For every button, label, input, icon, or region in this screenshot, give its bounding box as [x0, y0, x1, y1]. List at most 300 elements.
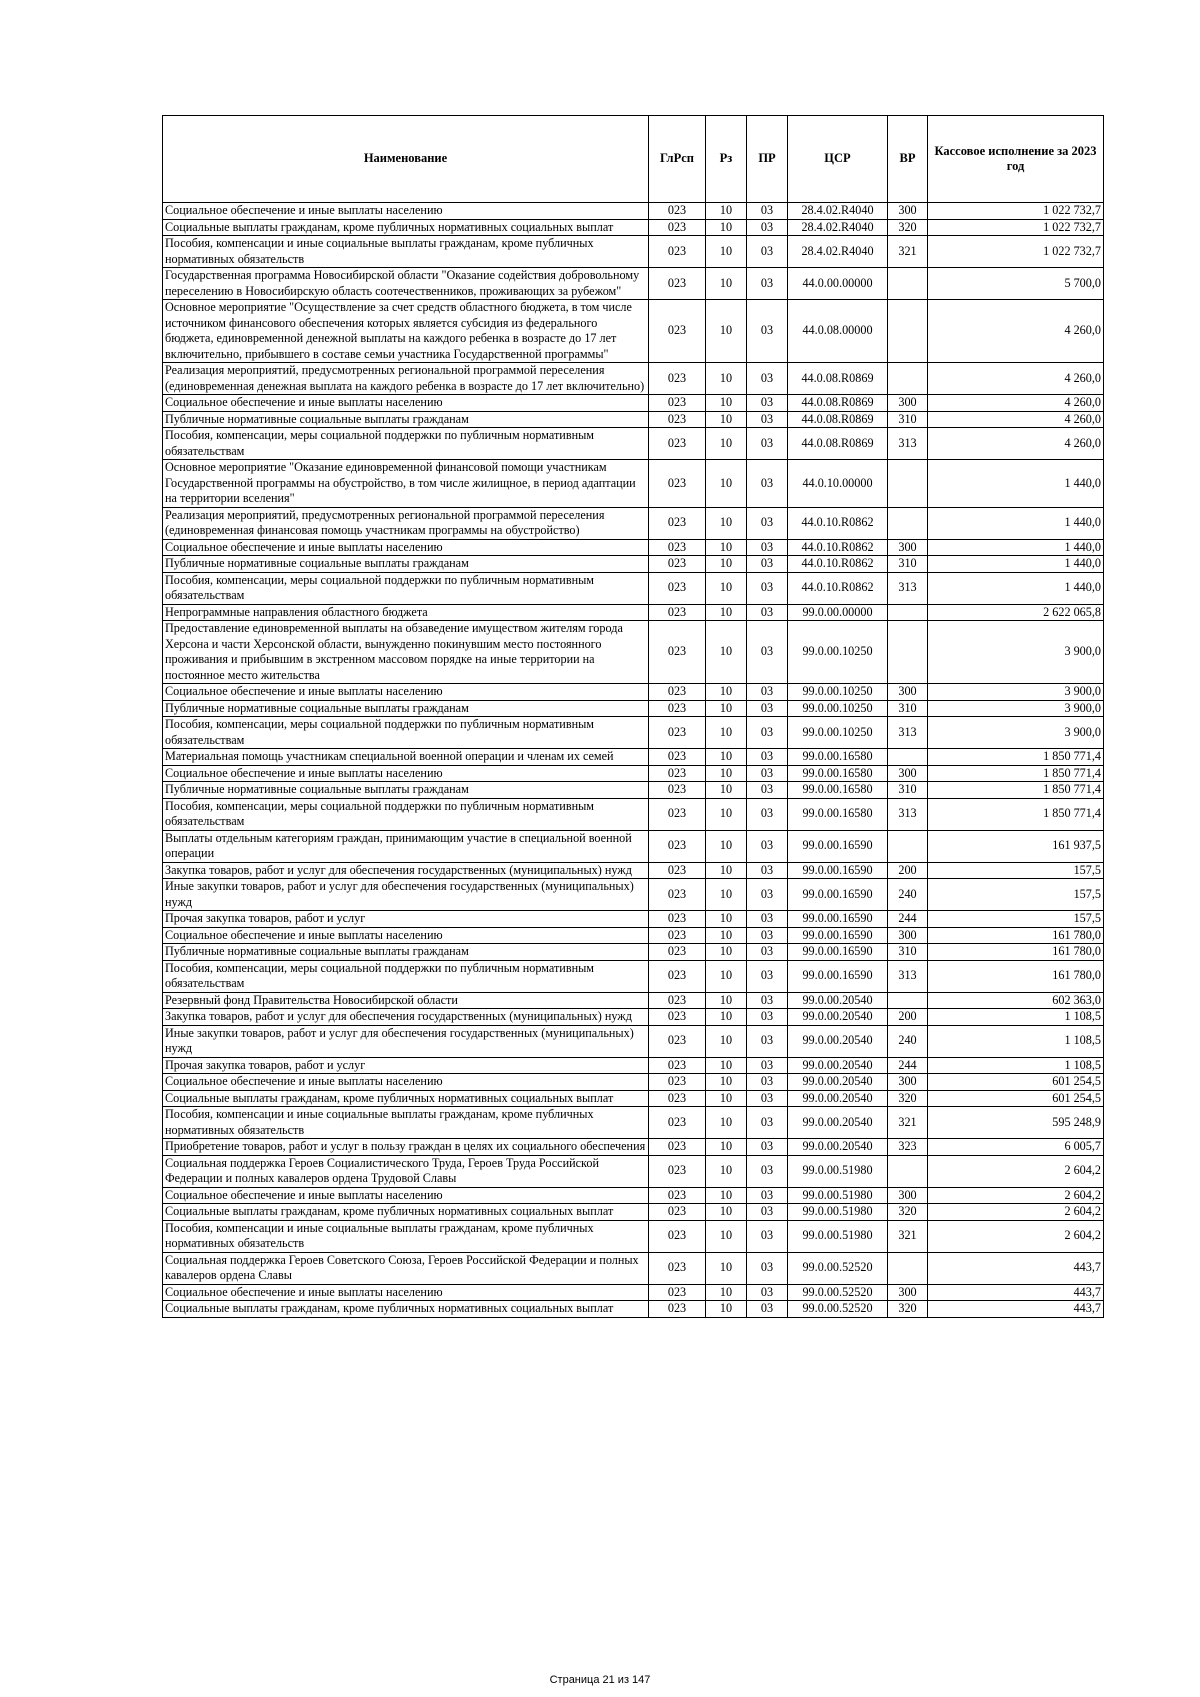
cell-vr	[888, 363, 928, 395]
cell-amount: 1 850 771,4	[928, 749, 1104, 766]
cell-glrsp: 023	[649, 717, 706, 749]
cell-vr	[888, 1155, 928, 1187]
cell-csr: 44.0.10.R0862	[788, 539, 888, 556]
cell-rz: 10	[706, 621, 747, 684]
cell-pr: 03	[747, 879, 788, 911]
cell-csr: 44.0.10.R0862	[788, 572, 888, 604]
cell-pr: 03	[747, 1074, 788, 1091]
cell-amount: 161 780,0	[928, 960, 1104, 992]
cell-pr: 03	[747, 684, 788, 701]
cell-glrsp: 023	[649, 1057, 706, 1074]
cell-rz: 10	[706, 572, 747, 604]
table-row	[163, 219, 1104, 236]
cell-csr: 99.0.00.16590	[788, 911, 888, 928]
cell-rz: 10	[706, 1252, 747, 1284]
cell-rz: 10	[706, 236, 747, 268]
cell-pr: 03	[747, 363, 788, 395]
cell-glrsp: 023	[649, 507, 706, 539]
cell-csr: 99.0.00.16580	[788, 782, 888, 799]
cell-vr: 320	[888, 219, 928, 236]
cell-rz: 10	[706, 1090, 747, 1107]
cell-vr: 313	[888, 572, 928, 604]
header-pr: ПР	[747, 116, 788, 203]
cell-rz: 10	[706, 1204, 747, 1221]
cell-name: Пособия, компенсации, меры социальной поддержки по публичным нормативным обязательствам	[163, 572, 649, 604]
cell-rz: 10	[706, 911, 747, 928]
cell-vr: 244	[888, 911, 928, 928]
cell-pr: 03	[747, 556, 788, 573]
cell-glrsp: 023	[649, 862, 706, 879]
cell-glrsp: 023	[649, 1284, 706, 1301]
cell-pr: 03	[747, 1009, 788, 1026]
cell-amount: 601 254,5	[928, 1074, 1104, 1091]
table-row	[163, 604, 1104, 621]
cell-pr: 03	[747, 700, 788, 717]
cell-rz: 10	[706, 1284, 747, 1301]
cell-csr: 99.0.00.51980	[788, 1220, 888, 1252]
cell-pr: 03	[747, 460, 788, 508]
table-row	[163, 539, 1104, 556]
cell-csr: 28.4.02.R4040	[788, 219, 888, 236]
cell-amount: 1 440,0	[928, 539, 1104, 556]
cell-glrsp: 023	[649, 1155, 706, 1187]
cell-amount: 1 108,5	[928, 1009, 1104, 1026]
cell-vr: 200	[888, 862, 928, 879]
cell-pr: 03	[747, 621, 788, 684]
table-row	[163, 556, 1104, 573]
cell-pr: 03	[747, 798, 788, 830]
cell-vr: 321	[888, 1220, 928, 1252]
cell-csr: 99.0.00.20540	[788, 1057, 888, 1074]
cell-pr: 03	[747, 604, 788, 621]
cell-csr: 99.0.00.20540	[788, 992, 888, 1009]
table-row	[163, 862, 1104, 879]
cell-pr: 03	[747, 1155, 788, 1187]
cell-rz: 10	[706, 749, 747, 766]
cell-amount: 1 850 771,4	[928, 765, 1104, 782]
cell-csr: 44.0.08.00000	[788, 300, 888, 363]
cell-rz: 10	[706, 1074, 747, 1091]
cell-vr: 300	[888, 539, 928, 556]
cell-vr	[888, 300, 928, 363]
cell-pr: 03	[747, 1301, 788, 1318]
cell-rz: 10	[706, 604, 747, 621]
cell-glrsp: 023	[649, 911, 706, 928]
cell-amount: 2 604,2	[928, 1187, 1104, 1204]
cell-glrsp: 023	[649, 927, 706, 944]
cell-glrsp: 023	[649, 268, 706, 300]
cell-vr: 313	[888, 798, 928, 830]
cell-csr: 99.0.00.16590	[788, 830, 888, 862]
table-row	[163, 1107, 1104, 1139]
cell-csr: 99.0.00.20540	[788, 1025, 888, 1057]
cell-amount: 4 260,0	[928, 300, 1104, 363]
cell-vr: 320	[888, 1090, 928, 1107]
cell-csr: 99.0.00.20540	[788, 1074, 888, 1091]
cell-glrsp: 023	[649, 1220, 706, 1252]
cell-amount: 6 005,7	[928, 1139, 1104, 1156]
cell-vr: 310	[888, 944, 928, 961]
cell-amount: 157,5	[928, 862, 1104, 879]
cell-csr: 99.0.00.52520	[788, 1252, 888, 1284]
header-csr: ЦСР	[788, 116, 888, 203]
cell-amount: 443,7	[928, 1301, 1104, 1318]
cell-csr: 44.0.08.R0869	[788, 363, 888, 395]
cell-glrsp: 023	[649, 960, 706, 992]
cell-rz: 10	[706, 944, 747, 961]
cell-vr: 310	[888, 782, 928, 799]
cell-name: Приобретение товаров, работ и услуг в пользу граждан в целях их социального обеспечения	[163, 1139, 649, 1156]
cell-pr: 03	[747, 765, 788, 782]
cell-name: Социальное обеспечение и иные выплаты населению	[163, 395, 649, 412]
cell-name: Резервный фонд Правительства Новосибирской области	[163, 992, 649, 1009]
cell-name: Социальные выплаты гражданам, кроме публичных нормативных социальных выплат	[163, 1090, 649, 1107]
cell-vr: 300	[888, 1074, 928, 1091]
cell-glrsp: 023	[649, 700, 706, 717]
cell-glrsp: 023	[649, 300, 706, 363]
cell-glrsp: 023	[649, 749, 706, 766]
cell-glrsp: 023	[649, 621, 706, 684]
cell-pr: 03	[747, 1057, 788, 1074]
cell-csr: 99.0.00.16580	[788, 749, 888, 766]
cell-glrsp: 023	[649, 539, 706, 556]
table-row	[163, 1155, 1104, 1187]
cell-glrsp: 023	[649, 460, 706, 508]
cell-csr: 44.0.10.00000	[788, 460, 888, 508]
cell-name: Материальная помощь участникам специальной военной операции и членам их семей	[163, 749, 649, 766]
cell-name: Социальное обеспечение и иные выплаты населению	[163, 1187, 649, 1204]
cell-rz: 10	[706, 830, 747, 862]
table-row	[163, 717, 1104, 749]
cell-csr: 44.0.10.R0862	[788, 556, 888, 573]
cell-vr: 313	[888, 428, 928, 460]
cell-amount: 602 363,0	[928, 992, 1104, 1009]
cell-amount: 1 440,0	[928, 507, 1104, 539]
cell-vr: 300	[888, 684, 928, 701]
cell-vr: 300	[888, 927, 928, 944]
cell-amount: 1 850 771,4	[928, 782, 1104, 799]
cell-csr: 99.0.00.16590	[788, 944, 888, 961]
cell-name: Прочая закупка товаров, работ и услуг	[163, 1057, 649, 1074]
cell-rz: 10	[706, 395, 747, 412]
table-row	[163, 300, 1104, 363]
cell-csr: 99.0.00.10250	[788, 621, 888, 684]
cell-glrsp: 023	[649, 1074, 706, 1091]
table-header	[163, 116, 1104, 203]
cell-name: Закупка товаров, работ и услуг для обеспечения государственных (муниципальных) нужд	[163, 1009, 649, 1026]
cell-csr: 99.0.00.10250	[788, 700, 888, 717]
table-row	[163, 879, 1104, 911]
cell-csr: 99.0.00.16590	[788, 927, 888, 944]
cell-vr: 310	[888, 700, 928, 717]
cell-rz: 10	[706, 1155, 747, 1187]
cell-rz: 10	[706, 927, 747, 944]
cell-name: Социальное обеспечение и иные выплаты населению	[163, 1074, 649, 1091]
cell-glrsp: 023	[649, 1187, 706, 1204]
cell-glrsp: 023	[649, 1204, 706, 1221]
cell-vr: 321	[888, 1107, 928, 1139]
cell-glrsp: 023	[649, 219, 706, 236]
cell-csr: 99.0.00.20540	[788, 1107, 888, 1139]
cell-pr: 03	[747, 1107, 788, 1139]
table-row	[163, 1301, 1104, 1318]
cell-vr	[888, 830, 928, 862]
cell-glrsp: 023	[649, 1139, 706, 1156]
cell-pr: 03	[747, 992, 788, 1009]
cell-amount: 2 604,2	[928, 1220, 1104, 1252]
table-row	[163, 395, 1104, 412]
cell-name: Реализация мероприятий, предусмотренных региональной программой переселения (единовременная финансовая помощь участникам программы на обустройство)	[163, 507, 649, 539]
cell-glrsp: 023	[649, 765, 706, 782]
table-body	[163, 203, 1104, 1318]
table-row	[163, 1057, 1104, 1074]
cell-glrsp: 023	[649, 1025, 706, 1057]
cell-amount: 1 022 732,7	[928, 203, 1104, 220]
cell-vr: 300	[888, 765, 928, 782]
cell-vr	[888, 992, 928, 1009]
cell-rz: 10	[706, 879, 747, 911]
cell-rz: 10	[706, 363, 747, 395]
table-row	[163, 236, 1104, 268]
cell-csr: 99.0.00.51980	[788, 1155, 888, 1187]
cell-csr: 99.0.00.51980	[788, 1187, 888, 1204]
cell-rz: 10	[706, 1187, 747, 1204]
cell-amount: 595 248,9	[928, 1107, 1104, 1139]
table-row	[163, 927, 1104, 944]
cell-csr: 44.0.08.R0869	[788, 411, 888, 428]
cell-pr: 03	[747, 428, 788, 460]
cell-csr: 99.0.00.16590	[788, 960, 888, 992]
table-row	[163, 1220, 1104, 1252]
cell-amount: 1 022 732,7	[928, 236, 1104, 268]
cell-name: Пособия, компенсации, меры социальной поддержки по публичным нормативным обязательствам	[163, 798, 649, 830]
cell-name: Социальное обеспечение и иные выплаты населению	[163, 203, 649, 220]
table-row	[163, 765, 1104, 782]
table-row	[163, 1074, 1104, 1091]
cell-csr: 99.0.00.16590	[788, 879, 888, 911]
cell-pr: 03	[747, 1090, 788, 1107]
cell-amount: 1 440,0	[928, 460, 1104, 508]
cell-glrsp: 023	[649, 1252, 706, 1284]
cell-pr: 03	[747, 507, 788, 539]
cell-vr	[888, 749, 928, 766]
cell-name: Закупка товаров, работ и услуг для обеспечения государственных (муниципальных) нужд	[163, 862, 649, 879]
cell-vr	[888, 621, 928, 684]
cell-amount: 601 254,5	[928, 1090, 1104, 1107]
cell-rz: 10	[706, 700, 747, 717]
cell-glrsp: 023	[649, 1301, 706, 1318]
cell-rz: 10	[706, 717, 747, 749]
cell-csr: 99.0.00.20540	[788, 1139, 888, 1156]
cell-rz: 10	[706, 992, 747, 1009]
table-row	[163, 1009, 1104, 1026]
cell-amount: 3 900,0	[928, 684, 1104, 701]
cell-rz: 10	[706, 960, 747, 992]
cell-name: Пособия, компенсации, меры социальной поддержки по публичным нормативным обязательствам	[163, 717, 649, 749]
cell-name: Пособия, компенсации и иные социальные выплаты гражданам, кроме публичных нормативных обязательств	[163, 236, 649, 268]
cell-csr: 99.0.00.51980	[788, 1204, 888, 1221]
table-row	[163, 1025, 1104, 1057]
cell-name: Пособия, компенсации и иные социальные выплаты гражданам, кроме публичных нормативных обязательств	[163, 1107, 649, 1139]
cell-name: Основное мероприятие "Осуществление за счет средств областного бюджета, в том числе источником финансового обеспечения которых является субсидия из федерального бюджета, единовременной денежной выплаты на каждого ребенка в возрасте до 17 лет включительно, прибывшего в составе семьи участника Государственной программы"	[163, 300, 649, 363]
cell-rz: 10	[706, 428, 747, 460]
cell-csr: 99.0.00.20540	[788, 1090, 888, 1107]
cell-name: Непрограммные направления областного бюджета	[163, 604, 649, 621]
cell-amount: 2 604,2	[928, 1204, 1104, 1221]
cell-glrsp: 023	[649, 879, 706, 911]
cell-vr	[888, 268, 928, 300]
cell-pr: 03	[747, 1187, 788, 1204]
cell-pr: 03	[747, 830, 788, 862]
cell-amount: 5 700,0	[928, 268, 1104, 300]
cell-glrsp: 023	[649, 1107, 706, 1139]
cell-rz: 10	[706, 782, 747, 799]
cell-csr: 28.4.02.R4040	[788, 236, 888, 268]
cell-vr: 310	[888, 411, 928, 428]
cell-name: Социальное обеспечение и иные выплаты населению	[163, 1284, 649, 1301]
cell-pr: 03	[747, 203, 788, 220]
cell-vr: 240	[888, 1025, 928, 1057]
cell-glrsp: 023	[649, 572, 706, 604]
header-amount: Кассовое исполнение за 2023 год	[928, 116, 1104, 203]
cell-glrsp: 023	[649, 684, 706, 701]
cell-csr: 99.0.00.16580	[788, 798, 888, 830]
cell-pr: 03	[747, 927, 788, 944]
table-row	[163, 798, 1104, 830]
table-row	[163, 684, 1104, 701]
table-row	[163, 700, 1104, 717]
cell-name: Публичные нормативные социальные выплаты гражданам	[163, 944, 649, 961]
cell-glrsp: 023	[649, 428, 706, 460]
cell-amount: 4 260,0	[928, 411, 1104, 428]
cell-glrsp: 023	[649, 604, 706, 621]
table-row	[163, 621, 1104, 684]
cell-rz: 10	[706, 798, 747, 830]
cell-name: Пособия, компенсации, меры социальной поддержки по публичным нормативным обязательствам	[163, 428, 649, 460]
table-row	[163, 749, 1104, 766]
cell-glrsp: 023	[649, 395, 706, 412]
budget-table	[162, 115, 1104, 1318]
table-row	[163, 782, 1104, 799]
cell-csr: 28.4.02.R4040	[788, 203, 888, 220]
cell-rz: 10	[706, 411, 747, 428]
cell-name: Иные закупки товаров, работ и услуг для обеспечения государственных (муниципальных) нужд	[163, 1025, 649, 1057]
cell-vr: 240	[888, 879, 928, 911]
cell-glrsp: 023	[649, 411, 706, 428]
cell-amount: 157,5	[928, 911, 1104, 928]
cell-amount: 2 622 065,8	[928, 604, 1104, 621]
table-row	[163, 1252, 1104, 1284]
cell-rz: 10	[706, 507, 747, 539]
cell-name: Прочая закупка товаров, работ и услуг	[163, 911, 649, 928]
cell-vr: 200	[888, 1009, 928, 1026]
cell-amount: 2 604,2	[928, 1155, 1104, 1187]
cell-pr: 03	[747, 395, 788, 412]
cell-name: Социальное обеспечение и иные выплаты населению	[163, 684, 649, 701]
cell-csr: 99.0.00.10250	[788, 717, 888, 749]
cell-vr: 323	[888, 1139, 928, 1156]
cell-amount: 1 022 732,7	[928, 219, 1104, 236]
cell-rz: 10	[706, 1139, 747, 1156]
cell-pr: 03	[747, 236, 788, 268]
cell-glrsp: 023	[649, 1090, 706, 1107]
cell-rz: 10	[706, 1009, 747, 1026]
cell-rz: 10	[706, 1301, 747, 1318]
cell-name: Социальная поддержка Героев Социалистического Труда, Героев Труда Российской Федерации и полных кавалеров ордена Трудовой Славы	[163, 1155, 649, 1187]
cell-rz: 10	[706, 1025, 747, 1057]
cell-amount: 1 440,0	[928, 556, 1104, 573]
cell-amount: 161 937,5	[928, 830, 1104, 862]
cell-rz: 10	[706, 1107, 747, 1139]
table-row	[163, 203, 1104, 220]
header-glrsp: ГлРсп	[649, 116, 706, 203]
cell-name: Публичные нормативные социальные выплаты гражданам	[163, 782, 649, 799]
cell-vr: 300	[888, 1187, 928, 1204]
cell-csr: 44.0.00.00000	[788, 268, 888, 300]
cell-vr: 300	[888, 203, 928, 220]
cell-name: Предоставление единовременной выплаты на обзаведение имуществом жителям города Херсона и части Херсонской области, вынужденно покинувшим место постоянного проживания и прибывшим в экстренном массовом порядке на иные территории на постоянное место жительства	[163, 621, 649, 684]
cell-csr: 44.0.08.R0869	[788, 428, 888, 460]
table-row	[163, 911, 1104, 928]
cell-amount: 3 900,0	[928, 717, 1104, 749]
cell-csr: 99.0.00.52520	[788, 1301, 888, 1318]
cell-vr: 300	[888, 1284, 928, 1301]
cell-vr: 321	[888, 236, 928, 268]
cell-csr: 99.0.00.16590	[788, 862, 888, 879]
cell-csr: 44.0.08.R0869	[788, 395, 888, 412]
cell-csr: 99.0.00.52520	[788, 1284, 888, 1301]
header-row	[163, 116, 1104, 203]
cell-glrsp: 023	[649, 944, 706, 961]
table-row	[163, 1139, 1104, 1156]
cell-amount: 1 850 771,4	[928, 798, 1104, 830]
cell-vr: 313	[888, 717, 928, 749]
cell-vr: 320	[888, 1301, 928, 1318]
cell-rz: 10	[706, 300, 747, 363]
cell-name: Социальные выплаты гражданам, кроме публичных нормативных социальных выплат	[163, 219, 649, 236]
cell-amount: 3 900,0	[928, 700, 1104, 717]
header-vr: ВР	[888, 116, 928, 203]
cell-glrsp: 023	[649, 556, 706, 573]
cell-csr: 44.0.10.R0862	[788, 507, 888, 539]
cell-glrsp: 023	[649, 236, 706, 268]
table-row	[163, 992, 1104, 1009]
table-row	[163, 460, 1104, 508]
cell-vr	[888, 1252, 928, 1284]
cell-amount: 443,7	[928, 1252, 1104, 1284]
cell-rz: 10	[706, 556, 747, 573]
cell-name: Основное мероприятие "Оказание единовременной финансовой помощи участникам Государственной программы на обустройство, в том числе жилищное, в период адаптации на территории вселения"	[163, 460, 649, 508]
cell-amount: 4 260,0	[928, 395, 1104, 412]
cell-pr: 03	[747, 1284, 788, 1301]
table-row	[163, 1090, 1104, 1107]
cell-glrsp: 023	[649, 798, 706, 830]
cell-pr: 03	[747, 782, 788, 799]
cell-name: Публичные нормативные социальные выплаты гражданам	[163, 700, 649, 717]
cell-name: Публичные нормативные социальные выплаты гражданам	[163, 556, 649, 573]
page-number: Страница 21 из 147	[549, 1674, 651, 1686]
table-row	[163, 1204, 1104, 1221]
cell-rz: 10	[706, 539, 747, 556]
cell-pr: 03	[747, 411, 788, 428]
cell-pr: 03	[747, 717, 788, 749]
cell-csr: 99.0.00.20540	[788, 1009, 888, 1026]
table-row	[163, 830, 1104, 862]
cell-rz: 10	[706, 1057, 747, 1074]
table-row	[163, 428, 1104, 460]
cell-glrsp: 023	[649, 203, 706, 220]
table-row	[163, 572, 1104, 604]
